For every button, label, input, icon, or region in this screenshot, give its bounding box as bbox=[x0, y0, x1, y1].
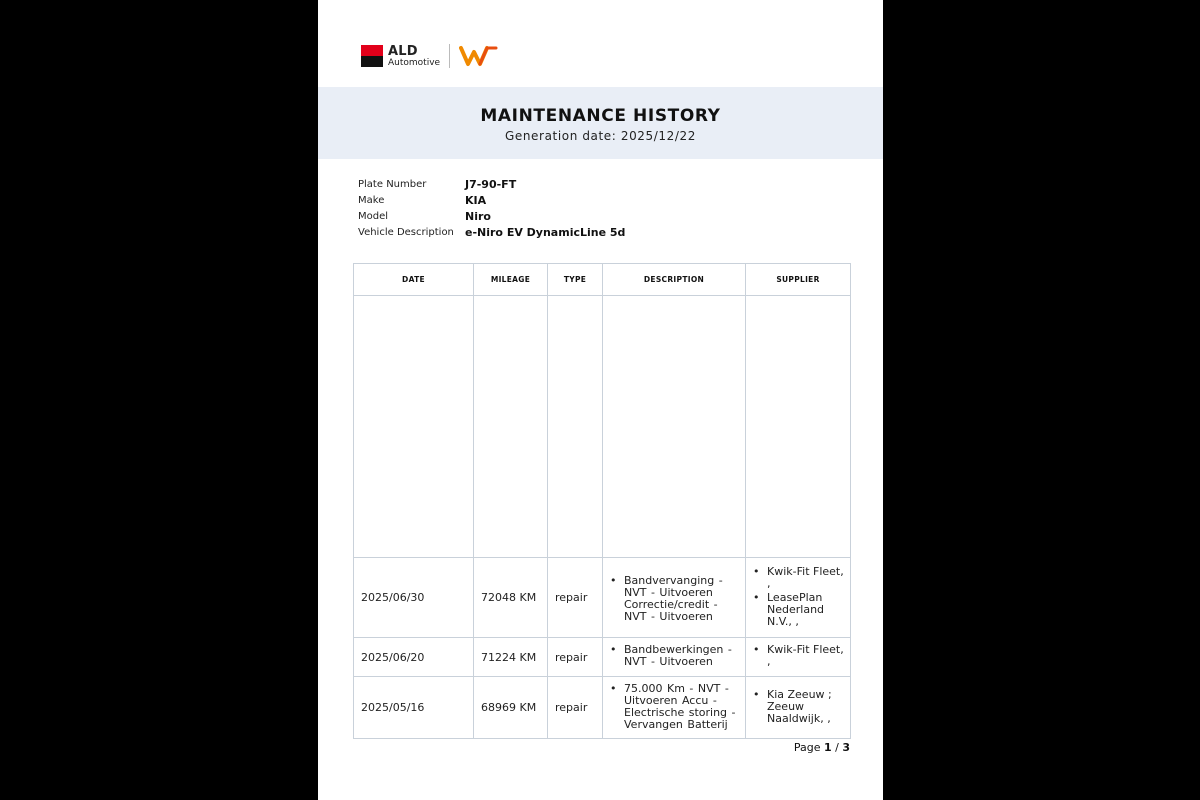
ald-logo-text bbox=[388, 45, 440, 68]
supplier-item: • LeasePlan Nederland N.V., , bbox=[753, 592, 846, 628]
info-value: e-Niro EV DynamicLine 5d bbox=[465, 225, 626, 239]
info-label: Vehicle Description bbox=[358, 226, 454, 238]
cell-description bbox=[603, 558, 746, 638]
description-item: • Bandbewerkingen - NVT - Uitvoeren bbox=[610, 644, 741, 668]
logo-divider bbox=[449, 44, 450, 68]
info-row-description bbox=[358, 224, 625, 240]
info-row-plate bbox=[358, 176, 625, 192]
page-separator: / bbox=[835, 741, 839, 754]
page-current: 1 bbox=[823, 741, 832, 754]
column-header-description: DESCRIPTION bbox=[603, 264, 746, 296]
description-item: • 75.000 Km - NVT - Uitvoeren Accu - Electrische storing - Vervangen Batterij bbox=[610, 683, 741, 731]
cell-supplier bbox=[746, 638, 851, 677]
cell-description bbox=[603, 677, 746, 739]
page-prefix: Page bbox=[793, 741, 821, 754]
cell-supplier bbox=[746, 558, 851, 638]
supplier-item: • Kia Zeeuw ; Zeeuw Naaldwijk, , bbox=[753, 689, 846, 725]
column-header-supplier: SUPPLIER bbox=[746, 264, 851, 296]
cell-description bbox=[603, 638, 746, 677]
table-row bbox=[354, 558, 851, 638]
empty-cell bbox=[746, 296, 851, 558]
table-row bbox=[354, 677, 851, 739]
maintenance-table bbox=[353, 263, 851, 739]
cell-type: repair bbox=[548, 558, 603, 638]
supplier-item: • Kwik-Fit Fleet, , bbox=[753, 566, 846, 590]
cell-supplier bbox=[746, 677, 851, 739]
vehicle-info bbox=[358, 176, 625, 240]
info-value: KIA bbox=[465, 193, 487, 207]
info-label: Plate Number bbox=[358, 178, 427, 190]
info-row-model bbox=[358, 208, 625, 224]
page-title: MAINTENANCE HISTORY bbox=[480, 106, 721, 126]
column-header-mileage: MILEAGE bbox=[474, 264, 548, 296]
ald-logo-mark bbox=[361, 45, 383, 67]
cell-mileage: 72048 KM bbox=[474, 558, 548, 638]
cell-mileage: 68969 KM bbox=[474, 677, 548, 739]
column-header-date: DATE bbox=[354, 264, 474, 296]
cell-date: 2025/06/20 bbox=[354, 638, 474, 677]
description-item: • Bandvervanging - NVT - Uitvoeren Correctie/credit - NVT - Uitvoeren bbox=[610, 575, 741, 623]
info-label: Make bbox=[358, 194, 385, 206]
cell-date: 2025/05/16 bbox=[354, 677, 474, 739]
column-header-type: TYPE bbox=[548, 264, 603, 296]
info-row-make bbox=[358, 192, 625, 208]
table-header-row bbox=[354, 264, 851, 296]
empty-cell bbox=[354, 296, 474, 558]
cell-mileage: 71224 KM bbox=[474, 638, 548, 677]
cell-date: 2025/06/30 bbox=[354, 558, 474, 638]
supplier-item: • Kwik-Fit Fleet, , bbox=[753, 644, 846, 668]
info-value: J7-90-FT bbox=[465, 177, 517, 191]
info-label: Model bbox=[358, 210, 389, 222]
ald-logo-line1: ALD bbox=[388, 43, 418, 59]
leaseplan-logo-icon bbox=[459, 44, 499, 68]
cell-type: repair bbox=[548, 677, 603, 739]
info-value: Niro bbox=[465, 209, 491, 223]
title-band bbox=[318, 87, 883, 159]
page-total: 3 bbox=[842, 741, 850, 754]
empty-cell bbox=[548, 296, 603, 558]
empty-cell bbox=[474, 296, 548, 558]
table-spacer-row bbox=[354, 296, 851, 558]
ald-logo-line2: Automotive bbox=[388, 57, 441, 68]
table-row bbox=[354, 638, 851, 677]
document-page bbox=[318, 0, 883, 800]
cell-type: repair bbox=[548, 638, 603, 677]
empty-cell bbox=[603, 296, 746, 558]
page-indicator bbox=[794, 741, 850, 754]
generation-date: Generation date: 2025/12/22 bbox=[504, 129, 697, 143]
header-logos bbox=[361, 40, 499, 72]
